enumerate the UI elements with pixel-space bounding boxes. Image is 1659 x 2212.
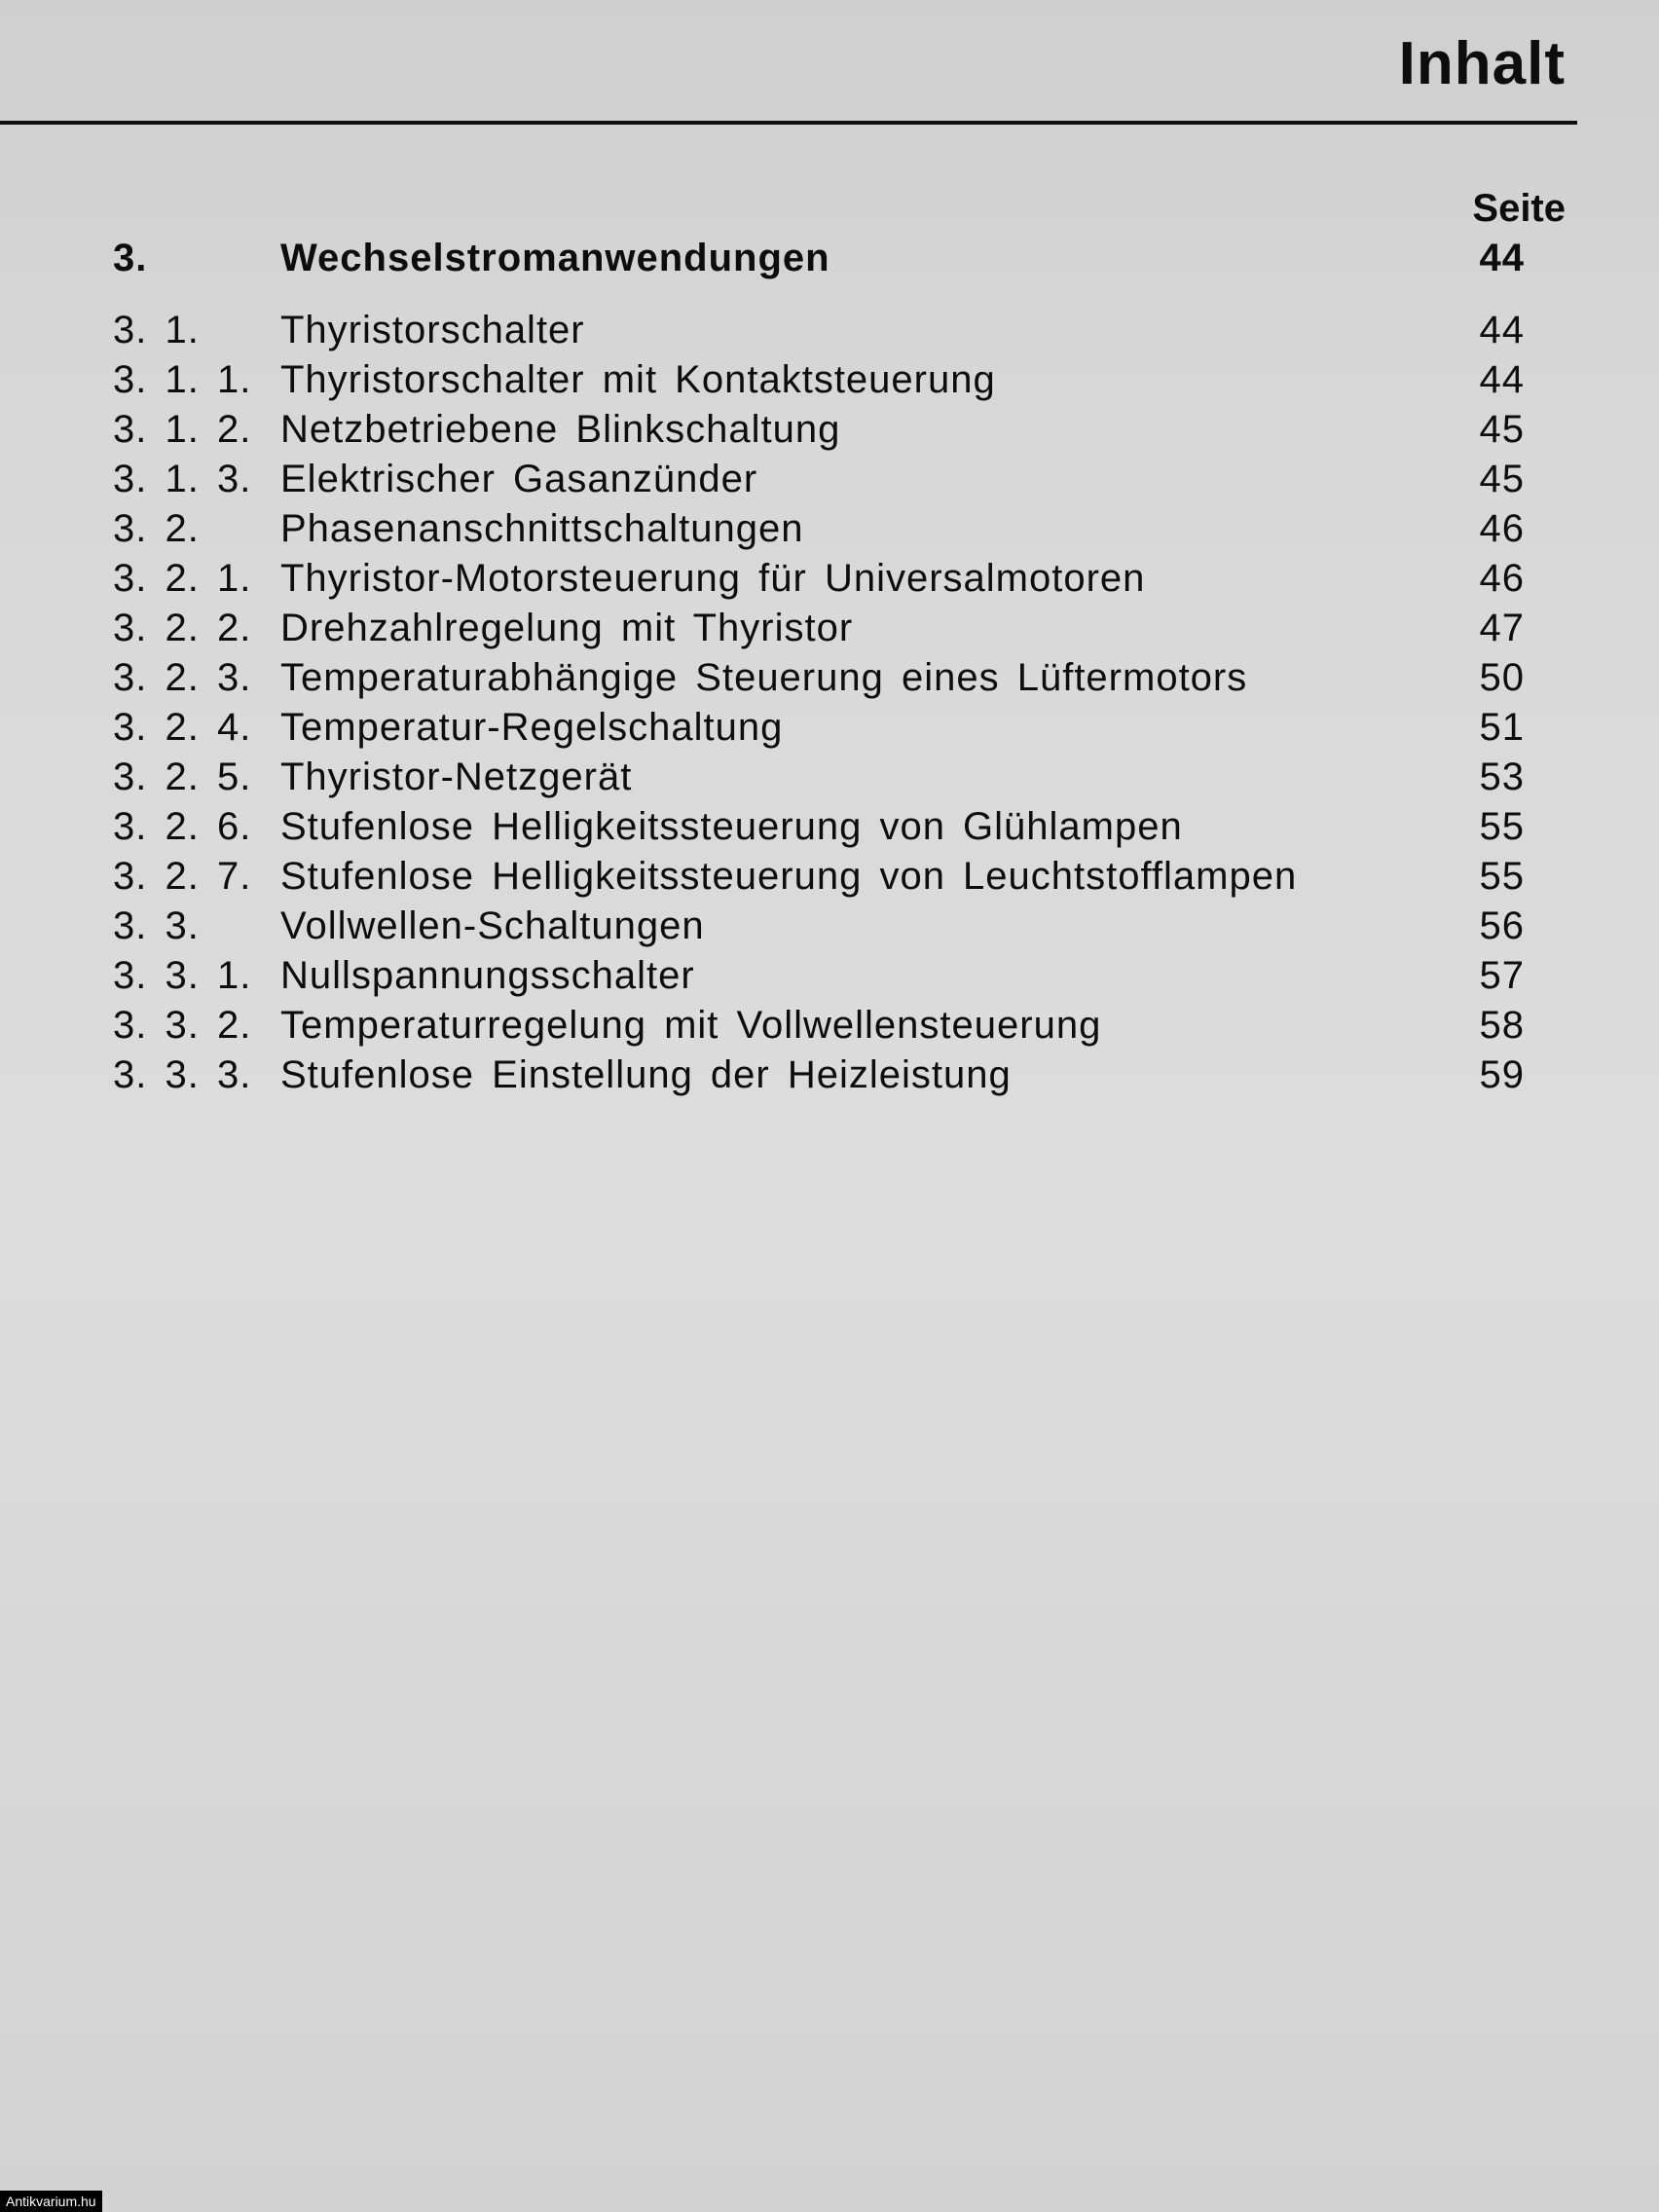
toc-row (113, 355, 1525, 405)
toc-row (113, 703, 1525, 753)
toc-title: Temperatur-Regelschaltung (280, 706, 784, 749)
page-title: Inhalt (1398, 30, 1566, 97)
toc-page-number: 46 (1479, 507, 1525, 550)
toc-page-number: 51 (1479, 706, 1525, 749)
toc-row (113, 306, 1525, 355)
toc-row (113, 653, 1525, 703)
toc-page-number: 46 (1479, 557, 1525, 600)
toc-title: Temperaturregelung mit Vollwellensteuerung (280, 1004, 1102, 1047)
toc-page-number: 55 (1479, 855, 1525, 898)
toc-row (113, 852, 1525, 902)
toc-row (113, 951, 1525, 1001)
toc-title: Wechselstromanwendungen (280, 237, 830, 279)
toc-number: 3. 1. 3. (113, 458, 252, 500)
toc-title: Elektrischer Gasanzünder (280, 458, 758, 500)
toc-number: 3. 2. 7. (113, 855, 252, 898)
toc-page-number: 44 (1479, 237, 1525, 279)
toc-title: Stufenlose Helligkeitssteuerung von Leuchtstofflampen (280, 855, 1298, 898)
toc-number: 3. 3. 2. (113, 1004, 252, 1047)
toc-title: Thyristorschalter (280, 309, 585, 351)
toc-title: Thyristor-Motorsteuerung für Universalmotoren (280, 557, 1146, 600)
toc-row (113, 405, 1525, 455)
toc-number: 3. 2. 4. (113, 706, 252, 749)
toc-title: Nullspannungsschalter (280, 954, 695, 997)
toc-page-number: 55 (1479, 805, 1525, 848)
toc-number: 3. 2. 1. (113, 557, 252, 600)
toc-page-number: 57 (1479, 954, 1525, 997)
toc-page-number: 50 (1479, 656, 1525, 699)
toc-row (113, 504, 1525, 554)
toc-page-number: 58 (1479, 1004, 1525, 1047)
toc-row (113, 753, 1525, 802)
header-divider (0, 121, 1577, 125)
toc-number: 3. 1. 2. (113, 408, 252, 451)
toc-number: 3. 3. (113, 904, 200, 947)
toc-row (113, 902, 1525, 951)
toc-number: 3. (113, 237, 148, 279)
toc-number: 3. 2. 3. (113, 656, 252, 699)
toc-page-number: 45 (1479, 458, 1525, 500)
toc-page-number: 53 (1479, 756, 1525, 798)
toc-row (113, 230, 1525, 286)
toc-title: Drehzahlregelung mit Thyristor (280, 607, 854, 649)
toc-page-number: 44 (1479, 309, 1525, 351)
toc-page-number: 47 (1479, 607, 1525, 649)
toc-row (113, 554, 1525, 604)
toc-page-number: 44 (1479, 358, 1525, 401)
toc-row (113, 802, 1525, 852)
toc-row (113, 1051, 1525, 1100)
table-of-contents (113, 230, 1525, 1100)
toc-title: Phasenanschnittschaltungen (280, 507, 804, 550)
toc-row (113, 604, 1525, 653)
toc-page-number: 45 (1479, 408, 1525, 451)
toc-title: Netzbetriebene Blinkschaltung (280, 408, 841, 451)
toc-title: Thyristor-Netzgerät (280, 756, 633, 798)
toc-number: 3. 1. (113, 309, 200, 351)
toc-title: Stufenlose Einstellung der Heizleistung (280, 1053, 1012, 1096)
toc-number: 3. 2. 6. (113, 805, 252, 848)
toc-title: Vollwellen-Schaltungen (280, 904, 705, 947)
toc-page-number: 59 (1479, 1053, 1525, 1096)
toc-number: 3. 2. 2. (113, 607, 252, 649)
toc-page-number: 56 (1479, 904, 1525, 947)
toc-title: Stufenlose Helligkeitssteuerung von Glühlampen (280, 805, 1183, 848)
toc-number: 3. 2. (113, 507, 200, 550)
source-watermark: Antikvarium.hu (0, 2191, 102, 2212)
toc-number: 3. 1. 1. (113, 358, 252, 401)
toc-row (113, 1001, 1525, 1051)
toc-number: 3. 3. 3. (113, 1053, 252, 1096)
toc-title: Temperaturabhängige Steuerung eines Lüftermotors (280, 656, 1248, 699)
toc-number: 3. 3. 1. (113, 954, 252, 997)
toc-title: Thyristorschalter mit Kontaktsteuerung (280, 358, 996, 401)
toc-row (113, 455, 1525, 504)
toc-number: 3. 2. 5. (113, 756, 252, 798)
page-column-header: Seite (1472, 187, 1566, 230)
